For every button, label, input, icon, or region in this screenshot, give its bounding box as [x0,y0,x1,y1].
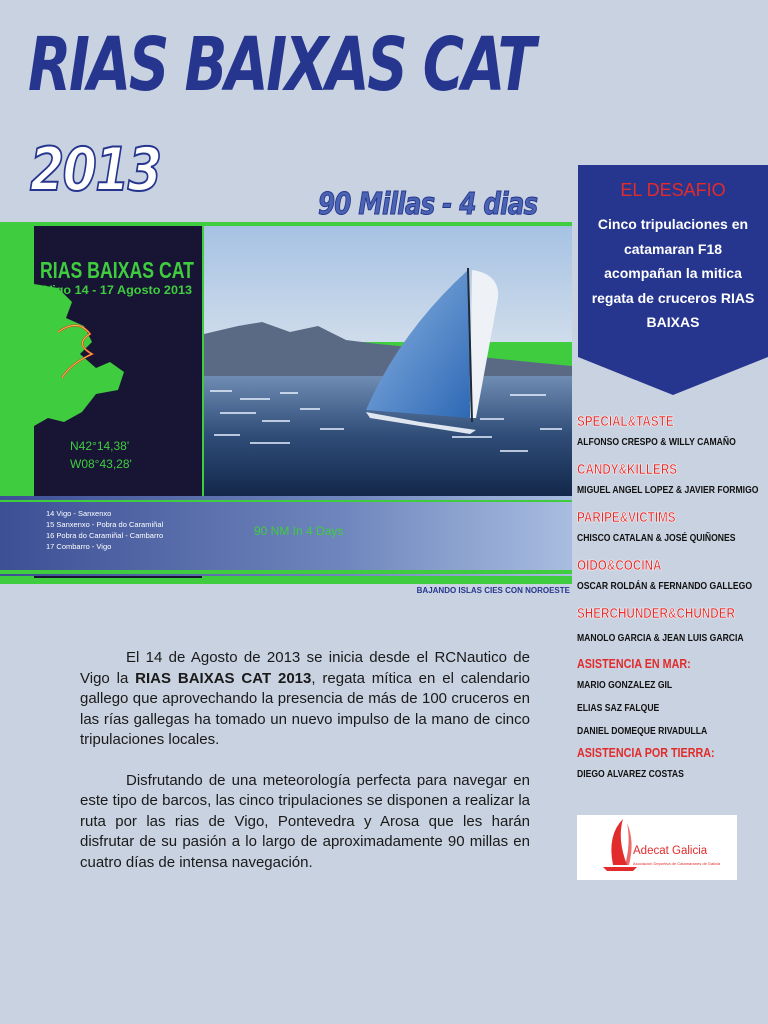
team-name: PARIPE&VICTIMS [577,509,676,526]
event-name: RIAS BAIXAS CAT 2013 [135,669,312,687]
distance-subtitle: 90 Millas - 4 dias [318,187,538,222]
poster-longitude: W08°43,28' [70,457,132,471]
challenge-title: EL DESAFIO [620,180,726,200]
poster-dates: Vigo 14 - 17 Agosto 2013 [44,285,192,297]
poster-nm-text: 90 NM In 4 Days [254,524,344,538]
year-label: 2013 [30,135,161,205]
team-name: CANDY&KILLERS [577,461,678,478]
page-title: RIAS BAIXAS CAT [28,22,534,108]
adecat-logo [577,815,737,880]
photo-caption: BAJANDO ISLAS CIES CON NOROESTE [416,586,570,595]
land-support-heading: ASISTENCIA POR TIERRA: [577,746,715,760]
sea-support-heading: ASISTENCIA EN MAR: [577,657,691,671]
team-members: CHISCO CATALAN & JOSÉ QUIÑONES [577,532,736,544]
poster-stage: 15 Sanxenxo - Pobra do Caramiñal [46,520,164,529]
team-members: ALFONSO CRESPO & WILLY CAMAÑO [577,436,736,448]
poster-stage: 14 Vigo - Sanxenxo [46,509,112,518]
poster-stage: 17 Combarro - Vigo [46,542,112,551]
team-members: MANOLO GARCIA & JEAN LUIS GARCIA [577,632,744,644]
challenge-text: Cinco tripulaciones en catamaran F18 acompañan la mitica regata de cruceros RIAS BAIXAS [591,216,755,330]
sea-support-name: DANIEL DOMEQUE RIVADULLA [577,725,708,737]
land-support-name: DIEGO ALVAREZ COSTAS [577,768,684,780]
sea-support-name: ELIAS SAZ FALQUE [577,702,660,714]
team-members: MIGUEL ANGEL LOPEZ & JAVIER FORMIGO [577,484,759,496]
logo-name: Adecat Galicia [633,845,708,857]
team-members: OSCAR ROLDÁN & FERNANDO GALLEGO [577,580,753,592]
poster-title: RIAS BAIXAS CAT [40,257,194,283]
team-name: OIDO&COCINA [577,557,662,574]
paragraph-2: Disfrutando de una meteorología perfecta para navegar en este tipo de barcos, las cinco tripulaciones se disponen a realizar la ruta por las rias de Vigo, Pontevedra y Arosa que les harán disfrutar de su pasión a lo largo de aproximadamente 90 millas en cuatro días de intensa navegación. [80,771,530,871]
poster-latitude: N42°14,38' [70,439,130,453]
paragraph-1: El 14 de Agosto de 2013 se inicia desde el RCNautico de Vigo la RIAS BAIXAS CAT 2013, regata mítica en el calendario gallego que aprovechando la presencia de más de 100 cruceros en las rías gallegas ha tomado un nuevo impulso de la mano de cinco tripulaciones locales. [80,649,530,748]
team-name: SHERCHUNDER&CHUNDER [577,605,735,622]
sea-support-name: MARIO GONZALEZ GIL [577,679,673,691]
crew-list [577,412,767,786]
team-name: SPECIAL&TASTE [577,413,674,430]
poster-stage: 16 Pobra do Caramiñal - Cambarro [46,531,164,540]
article-body [80,648,530,873]
logo-tagline: Asociación Deportiva de Catamaranes de Galicia [633,861,721,866]
hero-poster-image [0,222,572,584]
